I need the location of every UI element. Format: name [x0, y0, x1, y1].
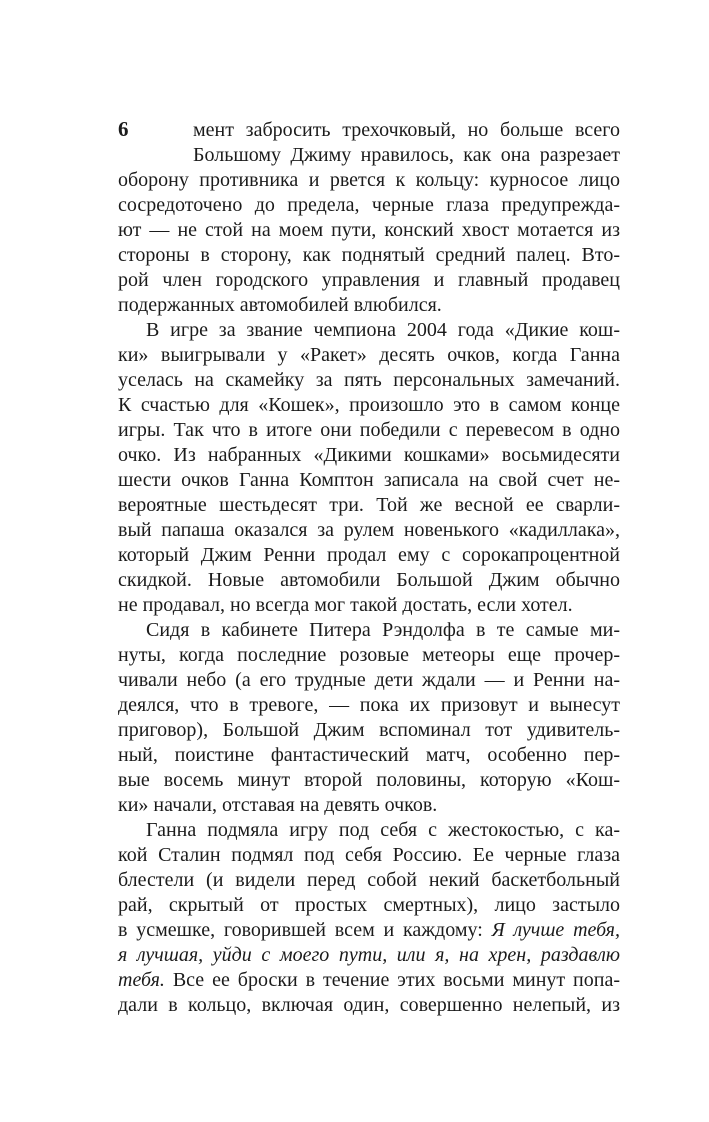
text-line: Ганна подмяла игру под себя с жестокостью, с ка- [146, 819, 620, 841]
text-line: уселась на скамейку за пять персональных замечаний. [118, 369, 620, 391]
text-line: не продавал, но всегда мог такой достать, если хотел. [118, 594, 573, 616]
text-line: мент забросить трехочковый, но больше всего [193, 119, 620, 141]
text-line: вый папаша оказался за рулем новенького «кадиллака», [118, 519, 620, 541]
text-line: вероятные шестьдесят три. Той же весной ее сварли- [118, 494, 620, 516]
italic-text: тебя. [118, 969, 165, 991]
text-span: Все ее броски в течение этих восьми минут попа- [164, 969, 620, 991]
text-line: К счастью для «Кошек», произошло это в самом конце [118, 394, 620, 416]
text-line: ки» выигрывали у «Ракет» десять очков, когда Ганна [118, 344, 620, 366]
italic-text: Я лучше тебя, [491, 919, 620, 941]
text-line: подержанных автомобилей влюбился. [118, 294, 442, 316]
text-line: нуты, когда последние розовые метеоры еще прочер- [118, 644, 620, 666]
text-line: ный, поистине фантастический матч, особенно пер- [118, 744, 620, 766]
text-line: кой Сталин подмял под себя Россию. Ее черные глаза [118, 844, 620, 866]
text-line: игры. Так что в итоге они победили с перевесом в одно [118, 419, 620, 441]
text-line: приговор), Большой Джим вспоминал тот удивитель- [118, 719, 620, 741]
text-line [118, 968, 620, 993]
text-line: деялся, что в тревоге, — пока их призовут и вынесут [118, 694, 620, 716]
text-line: ют — не стой на моем пути, конский хвост мотается из [118, 219, 620, 241]
text-line: стороны в сторону, как поднятый средний палец. Вто- [118, 244, 620, 266]
text-line: дали в кольцо, включая один, совершенно нелепый, из [118, 994, 620, 1016]
text-line: чивали небо (а его трудные дети ждали — и Ренни на- [118, 669, 620, 691]
text-line: шести очков Ганна Комптон записала на свой счет не- [118, 469, 620, 491]
text-line: оборону противника и рвется к кольцу: курносое лицо [118, 169, 620, 191]
paragraph [118, 118, 620, 318]
paragraph [118, 818, 620, 1018]
text-line: В игре за звание чемпиона 2004 года «Дикие кош- [146, 319, 620, 341]
text-line: скидкой. Новые автомобили Большой Джим обычно [118, 569, 620, 591]
text-line: блестели (и видели перед собой некий баскетбольный [118, 869, 620, 891]
body-text [118, 118, 620, 1018]
text-span: в усмешке, говорившей всем и каждому: [118, 919, 492, 941]
text-line: очко. Из набранных «Дикими кошками» восьмидесяти [118, 444, 620, 466]
text-line [118, 918, 620, 943]
text-line: сосредоточено до предела, черные глаза предупрежда- [118, 194, 620, 216]
paragraph [118, 318, 620, 618]
text-line: вые восемь минут второй половины, которую «Кош- [118, 769, 620, 791]
page-number: 6 [118, 117, 129, 141]
italic-text: я лучшая, уйди с моего пути, или я, на хрен, раздавлю [118, 944, 620, 966]
text-line: ки» начали, отставая на девять очков. [118, 794, 438, 816]
text-line: рой член городского управления и главный продавец [118, 269, 620, 291]
text-line: который Джим Ренни продал ему с сорокапроцентной [118, 544, 620, 566]
text-line [118, 943, 620, 968]
paragraph [118, 618, 620, 818]
text-line: Большому Джиму нравилось, как она разрезает [193, 144, 620, 166]
text-line: Сидя в кабинете Питера Рэндолфа в те самые ми- [146, 619, 620, 641]
text-line: рай, скрытый от простых смертных), лицо застыло [118, 894, 620, 916]
